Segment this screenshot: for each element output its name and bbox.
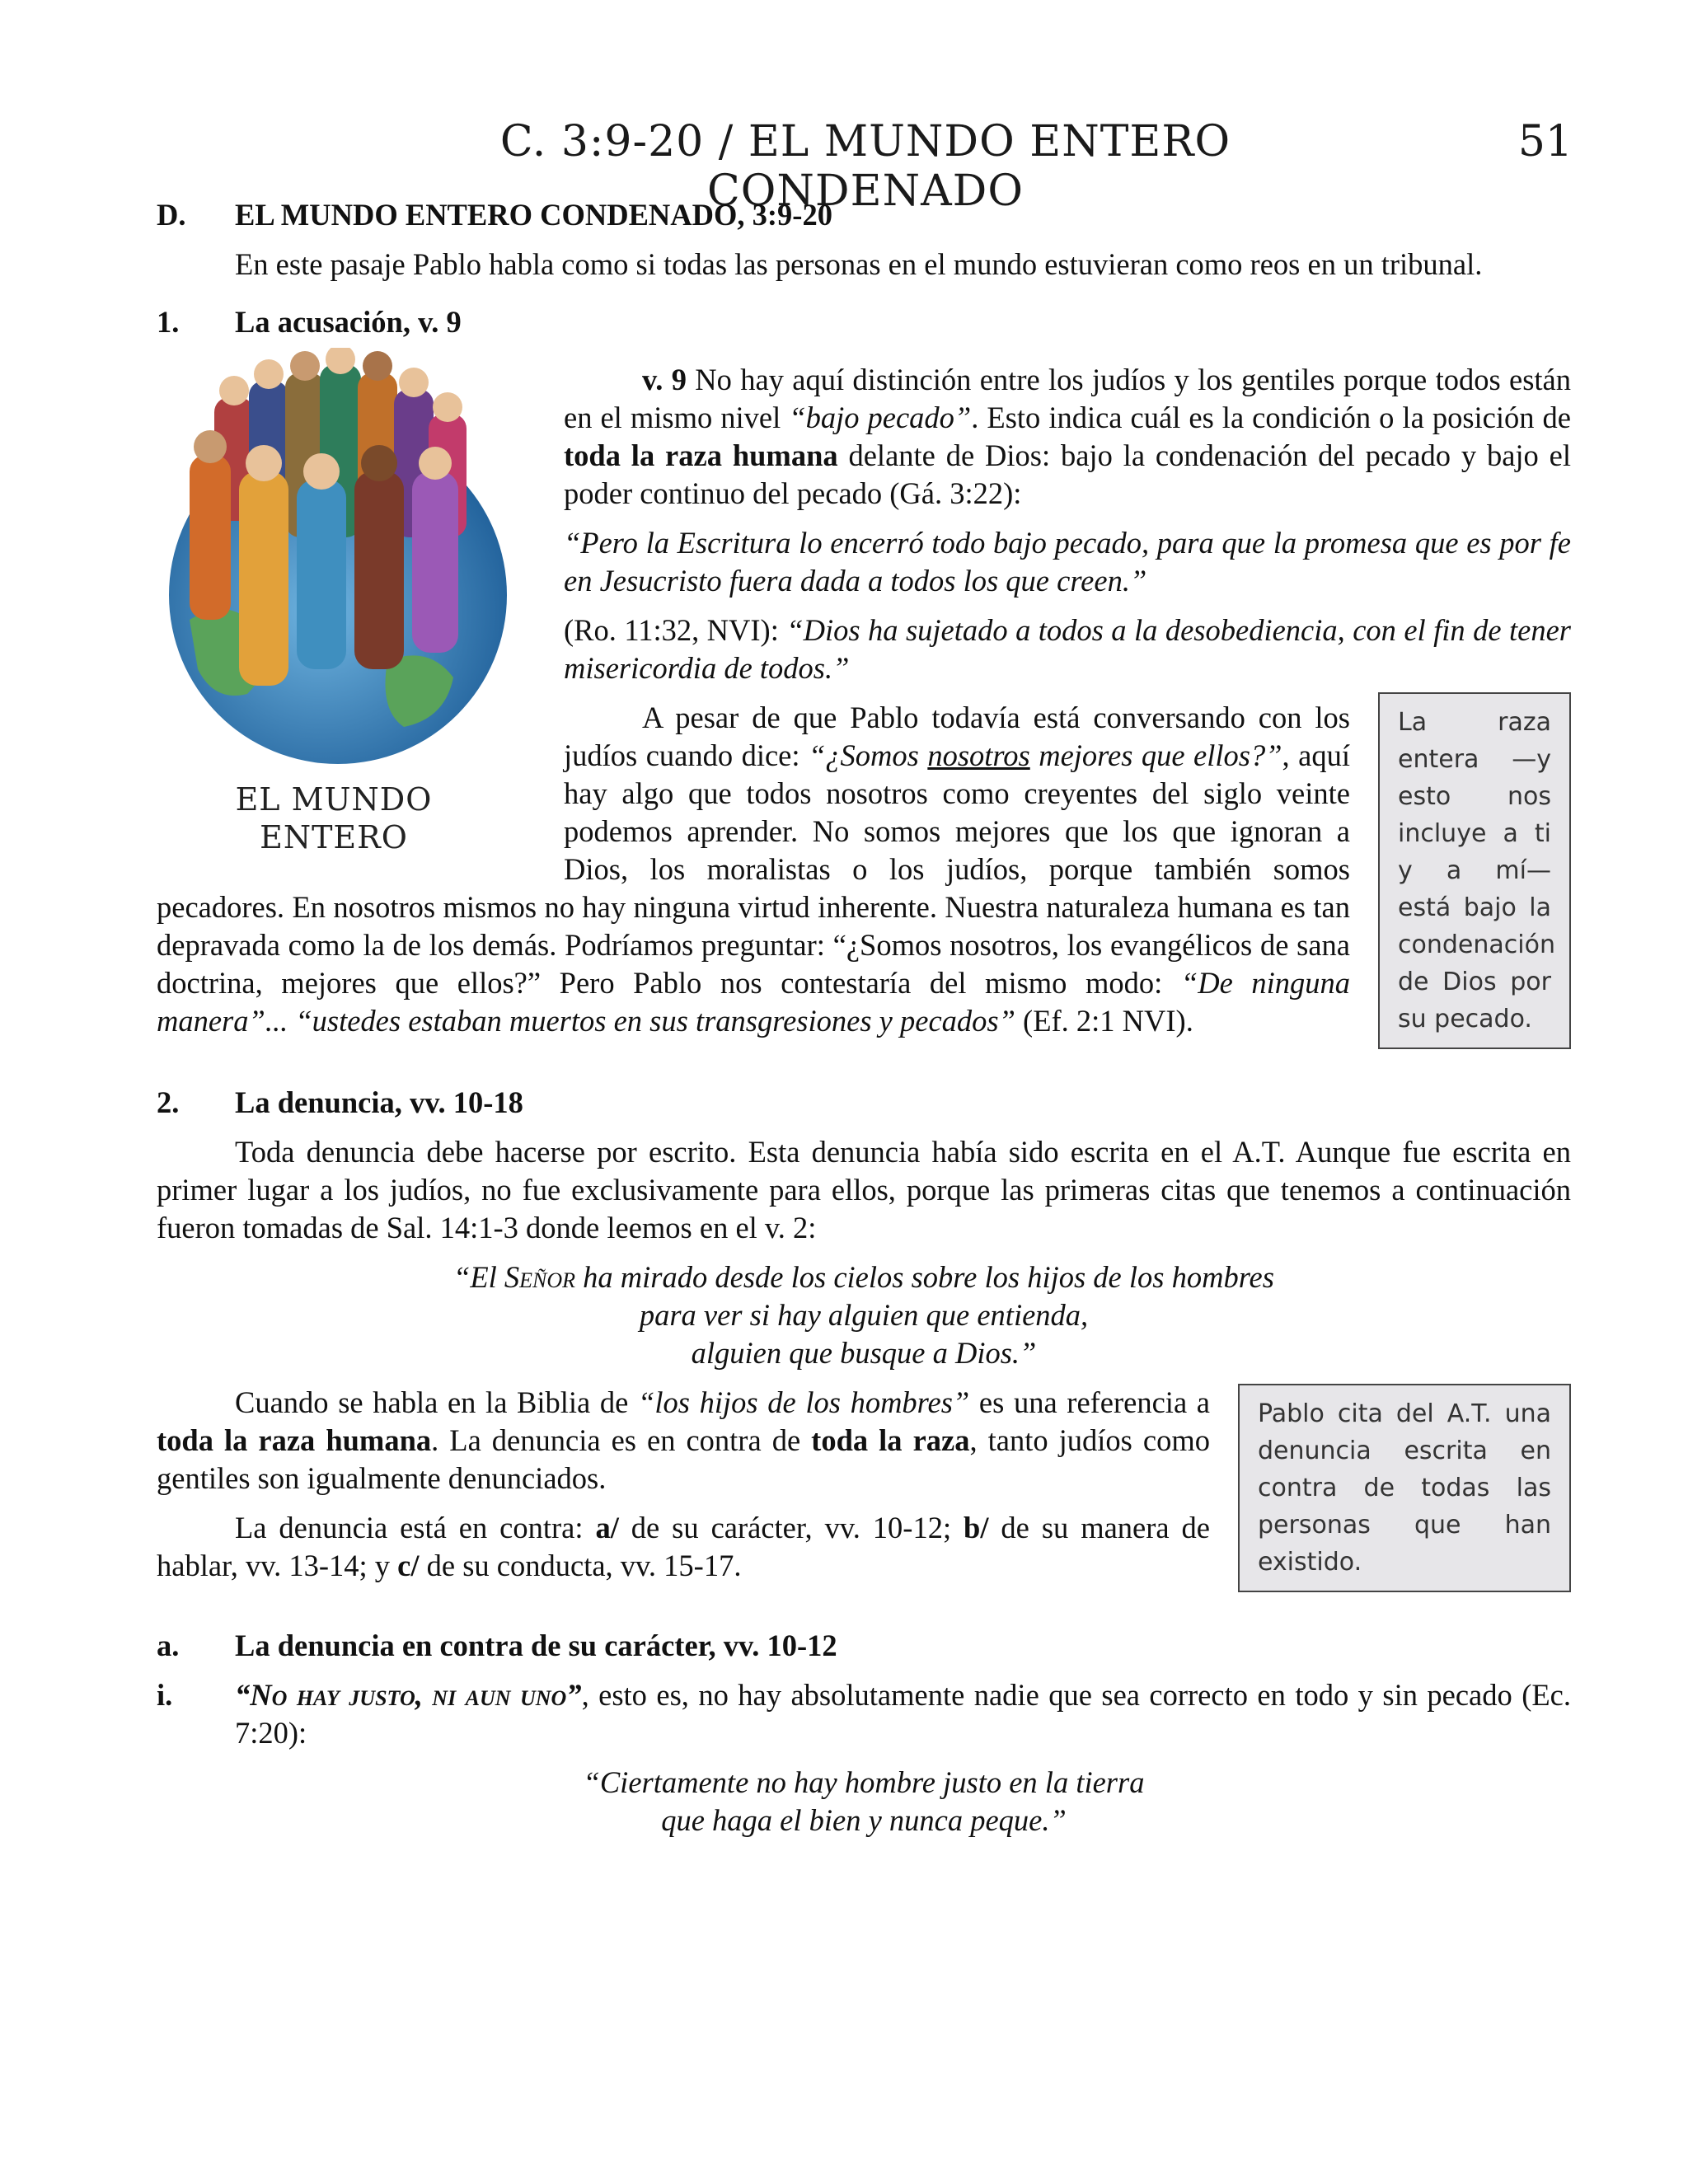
item-i — [157, 1676, 1571, 1752]
sidebar-note-1: La raza entera —y esto nos incluye a ti y a mí— está bajo la condenación de Dios por su pecado. — [1378, 692, 1571, 1049]
psalm-line-3: alguien que busque a Dios.” — [691, 1336, 1037, 1370]
subheading-1-number: 1. — [157, 305, 180, 339]
quote-open: “¿Somos — [808, 738, 928, 772]
psalm-quote — [157, 1258, 1571, 1372]
p2-text-b: es una referencia a — [969, 1385, 1211, 1419]
psalm-line-1 — [157, 1258, 1571, 1296]
subheading-1-title: La acusación, v. 9 — [235, 305, 462, 339]
subheading-1 — [157, 303, 1571, 341]
page-body — [157, 196, 1571, 1840]
p3-text-d: de su conducta, vv. 15-17. — [419, 1549, 742, 1582]
section-letter: D. — [157, 198, 186, 232]
p3-marker-c: c/ — [397, 1549, 420, 1582]
p3-text-b: de su carácter, vv. 10-12; — [618, 1511, 964, 1544]
sidebar-note-2: Pablo cita del A.T. una denuncia escrita en contra de todas las personas que han existido. — [1238, 1384, 1571, 1592]
figure-caption: EL MUNDO ENTERO — [235, 781, 433, 855]
p3-text-a: La denuncia está en contra: — [235, 1511, 596, 1544]
eccl-line-1: “Ciertamente no hay hombre justo en la tierra — [583, 1765, 1145, 1799]
subheading-a-number: a. — [157, 1629, 180, 1662]
v9-quote: “bajo pecado” — [789, 401, 972, 434]
world-figure — [157, 348, 536, 859]
subheading-2 — [157, 1084, 1571, 1122]
p2-text-a: Cuando se habla en la Biblia de — [235, 1385, 639, 1419]
galatians-quote: “Pero la Escritura lo encerró todo bajo pecado, para que la promesa que es por fe en Jesucristo fuera dada a todos los que creen.” — [564, 526, 1571, 598]
subheading-2-title: La denuncia, vv. 10-18 — [235, 1085, 523, 1119]
paragraph-text-c: (Ef. 2:1 NVI). — [1015, 1004, 1193, 1038]
section-intro: En este pasaje Pablo habla como si todas las personas en el mundo estuvieran como reos en un tribunal. — [235, 247, 1483, 281]
p2-bold-2: toda la raza — [811, 1423, 970, 1457]
world-globe-illustration — [157, 348, 519, 776]
p3-marker-b: b/ — [964, 1511, 989, 1544]
item-i-quote: “No hay justo, ni aun uno” — [235, 1678, 582, 1712]
denuncia-paragraph: Toda denuncia debe hacerse por escrito. Esta denuncia había sido escrita en el A.T. Aunque fue escrita en primer lugar a los judíos, no fue exclusivamente para ellos, porque las primeras citas que tenemos a continuación fueron tomadas de Sal. 14:1-3 donde leemos en el v. 2: — [157, 1135, 1571, 1244]
ecclesiastes-quote — [157, 1764, 1571, 1840]
p3-marker-a: a/ — [595, 1511, 619, 1544]
section-heading — [157, 196, 1571, 234]
paragraph-text-a: A pesar de que Pablo todavía está conversando con los judíos cuando dice: — [564, 701, 1350, 772]
quote-underlined: nosotros — [927, 738, 1030, 772]
psalm-line-2: para ver si hay alguien que entienda, — [639, 1298, 1089, 1332]
ephesians-quote: “De ninguna manera”... “ustedes estaban muertos en sus transgresiones y pecados” — [157, 966, 1350, 1038]
subheading-a — [157, 1627, 1571, 1665]
psalm-lord: Señor — [504, 1260, 576, 1294]
section-title: EL MUNDO ENTERO CONDENADO, 3:9-20 — [235, 198, 832, 232]
p3-text-c: de su manera de hablar, vv. 13-14; y — [157, 1511, 1210, 1582]
p2-text-d: , tanto judíos como gentiles son igualmente denunciados. — [157, 1423, 1210, 1495]
v9-bold: toda la raza humana — [564, 438, 838, 472]
eccl-line-2: que haga el bien y nunca peque.” — [661, 1803, 1067, 1837]
p2-quote: “los hijos de los hombres” — [638, 1385, 970, 1419]
romans-ref: (Ro. 11:32, NVI): — [564, 613, 787, 647]
p2-text-c: . La denuncia es en contra de — [431, 1423, 812, 1457]
romans-quote-text: “Dios ha sujetado a todos a la desobediencia, con el fin de tener misericordia de todos.” — [564, 613, 1571, 685]
subheading-2-number: 2. — [157, 1085, 180, 1119]
v9-text-a: No hay aquí distinción entre los judíos y los gentiles porque todos están en el mismo nivel — [564, 363, 1571, 434]
running-title: C. 3:9-20 / EL MUNDO ENTERO CONDENADO — [499, 117, 1231, 216]
v9-text-b: . Esto indica cuál es la condición o la posición de — [971, 401, 1571, 434]
item-i-text: , esto es, no hay absolutamente nadie que sea correcto en todo y sin pecado (Ec. 7:20): — [235, 1678, 1571, 1750]
page-number: 51 — [1517, 117, 1573, 166]
psalm-line-1-b: ha mirado desde los cielos sobre los hijos de los hombres — [575, 1260, 1274, 1294]
subheading-a-title: La denuncia en contra de su carácter, vv. 10-12 — [235, 1629, 837, 1662]
paragraph-text-b: , aquí hay algo que todos nosotros como creyentes del siglo veinte podemos aprender. No somos mejores que los que ignoran a Dios, los moralistas o los judíos, porque también somos pecadores. En nosotros mismos no hay ninguna virtud inherente. Nuestra naturaleza humana es tan depravada como la de los demás. Podríamos preguntar: “¿Somos nosotros, los evangélicos de sana doctrina, mejores que ellos?” Pero Pablo nos contestaría del mismo modo: — [157, 738, 1350, 1000]
quote-close: mejores que ellos?” — [1029, 738, 1282, 772]
psalm-line-1-a: “El — [453, 1260, 504, 1294]
verse-label: v. 9 — [642, 363, 687, 396]
p2-bold-1: toda la raza humana — [157, 1423, 432, 1457]
item-i-number: i. — [157, 1678, 173, 1712]
v9-text-c: delante de Dios: bajo la condenación del pecado y bajo el poder continuo del pecado (Gá. 3:22): — [564, 438, 1571, 510]
